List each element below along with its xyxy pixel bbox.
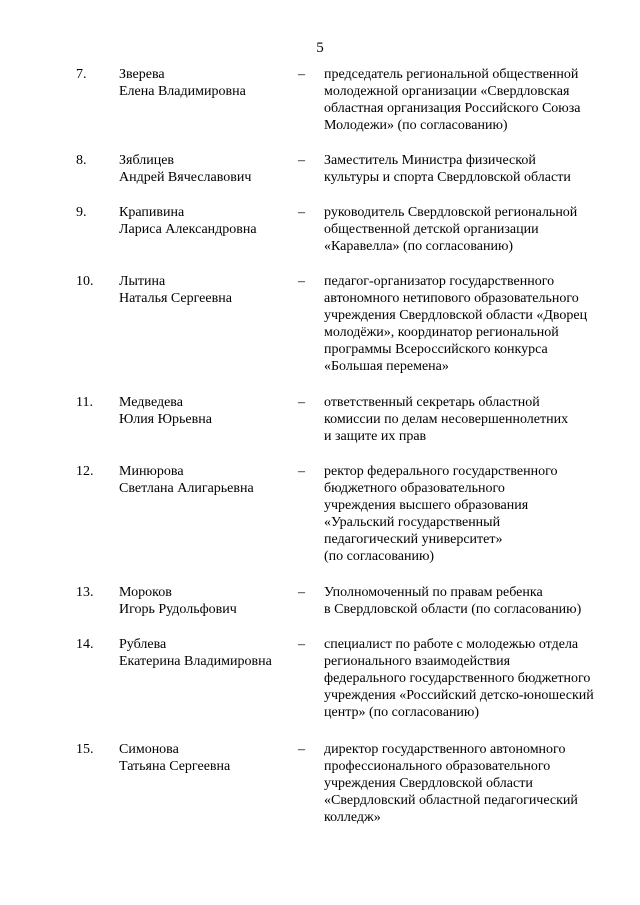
entry-number: 8. (76, 153, 87, 168)
role-line: «Уральский государственный (324, 515, 501, 530)
member-given-names: Юлия Юрьевна (119, 412, 212, 427)
member-name (119, 463, 294, 497)
member-role (324, 741, 624, 826)
member-role (324, 636, 624, 721)
member-name (119, 636, 294, 670)
role-line: директор государственного автономного (324, 742, 566, 757)
dash-separator: – (298, 395, 305, 410)
role-line: «Свердловский областной педагогический (324, 793, 578, 808)
role-line: «Большая перемена» (324, 359, 449, 374)
member-role (324, 273, 624, 375)
dash-separator: – (298, 153, 305, 168)
entry-number: 14. (76, 637, 94, 652)
entry-number: 13. (76, 585, 94, 600)
member-surname: Рублева (119, 637, 167, 652)
dash-separator: – (298, 205, 305, 220)
role-line: руководитель Свердловской региональной (324, 205, 578, 220)
member-surname: Лытина (119, 274, 166, 289)
dash-separator: – (298, 585, 305, 600)
member-given-names: Андрей Вячеславович (119, 170, 252, 185)
role-line: профессионального образовательного (324, 759, 551, 774)
member-name (119, 394, 294, 428)
entry-number: 12. (76, 464, 94, 479)
dash-separator: – (298, 274, 305, 289)
role-line: автономного нетипового образовательного (324, 291, 579, 306)
role-line: учреждения Свердловской области «Дворец (324, 308, 588, 323)
role-line: и защите их прав (324, 429, 427, 444)
member-surname: Зяблицев (119, 153, 175, 168)
member-given-names: Екатерина Владимировна (119, 654, 272, 669)
member-name (119, 66, 294, 100)
role-line: общественной детской организации (324, 222, 539, 237)
role-line: областная организация Российского Союза (324, 101, 581, 116)
role-line: ректор федерального государственного (324, 464, 558, 479)
member-name (119, 584, 294, 618)
dash-separator: – (298, 464, 305, 479)
member-role (324, 463, 624, 565)
member-name (119, 741, 294, 775)
member-role (324, 152, 624, 186)
role-line: специалист по работе с молодежью отдела (324, 637, 579, 652)
entry-number: 9. (76, 205, 87, 220)
role-line: учреждения высшего образования (324, 498, 529, 513)
role-line: Заместитель Министра физической (324, 153, 536, 168)
member-surname: Крапивина (119, 205, 185, 220)
member-given-names: Наталья Сергеевна (119, 291, 232, 306)
member-surname: Минюрова (119, 464, 184, 479)
role-line: «Каравелла» (по согласованию) (324, 239, 514, 254)
role-line: председатель региональной общественной (324, 67, 579, 82)
member-given-names: Лариса Александровна (119, 222, 257, 237)
role-line: центр» (по согласованию) (324, 705, 480, 720)
role-line: Уполномоченный по правам ребенка (324, 585, 543, 600)
member-name (119, 152, 294, 186)
entry-number: 15. (76, 742, 94, 757)
role-line: комиссии по делам несовершеннолетних (324, 412, 569, 427)
role-line: программы Всероссийского конкурса (324, 342, 548, 357)
entry-number: 11. (76, 395, 93, 410)
role-line: культуры и спорта Свердловской области (324, 170, 571, 185)
member-given-names: Татьяна Сергеевна (119, 759, 231, 774)
role-line: Молодежи» (по согласованию) (324, 118, 508, 133)
role-line: молодёжи», координатор региональной (324, 325, 559, 340)
role-line: ответственный секретарь областной (324, 395, 540, 410)
entry-number: 10. (76, 274, 94, 289)
member-name (119, 273, 294, 307)
dash-separator: – (298, 742, 305, 757)
role-line: регионального взаимодействия (324, 654, 511, 669)
dash-separator: – (298, 67, 305, 82)
member-given-names: Игорь Рудольфович (119, 602, 237, 617)
role-line: в Свердловской области (по согласованию) (324, 602, 582, 617)
role-line: колледж» (324, 810, 381, 825)
page-number: 5 (316, 40, 324, 56)
dash-separator: – (298, 637, 305, 652)
member-given-names: Елена Владимировна (119, 84, 246, 99)
member-given-names: Светлана Алигарьевна (119, 481, 254, 496)
role-line: учреждения «Российский детско-юношеский (324, 688, 594, 703)
member-role (324, 584, 624, 618)
member-surname: Зверева (119, 67, 165, 82)
member-surname: Симонова (119, 742, 179, 757)
member-surname: Мороков (119, 585, 172, 600)
entry-number: 7. (76, 67, 87, 82)
role-line: молодежной организации «Свердловская (324, 84, 570, 99)
member-role (324, 204, 624, 255)
role-line: федерального государственного бюджетного (324, 671, 591, 686)
member-surname: Медведева (119, 395, 183, 410)
role-line: педагог-организатор государственного (324, 274, 555, 289)
member-role (324, 394, 624, 445)
role-line: бюджетного образовательного (324, 481, 505, 496)
member-name (119, 204, 294, 238)
role-line: педагогический университет» (324, 532, 503, 547)
role-line: (по согласованию) (324, 549, 435, 564)
member-role (324, 66, 624, 134)
role-line: учреждения Свердловской области (324, 776, 533, 791)
